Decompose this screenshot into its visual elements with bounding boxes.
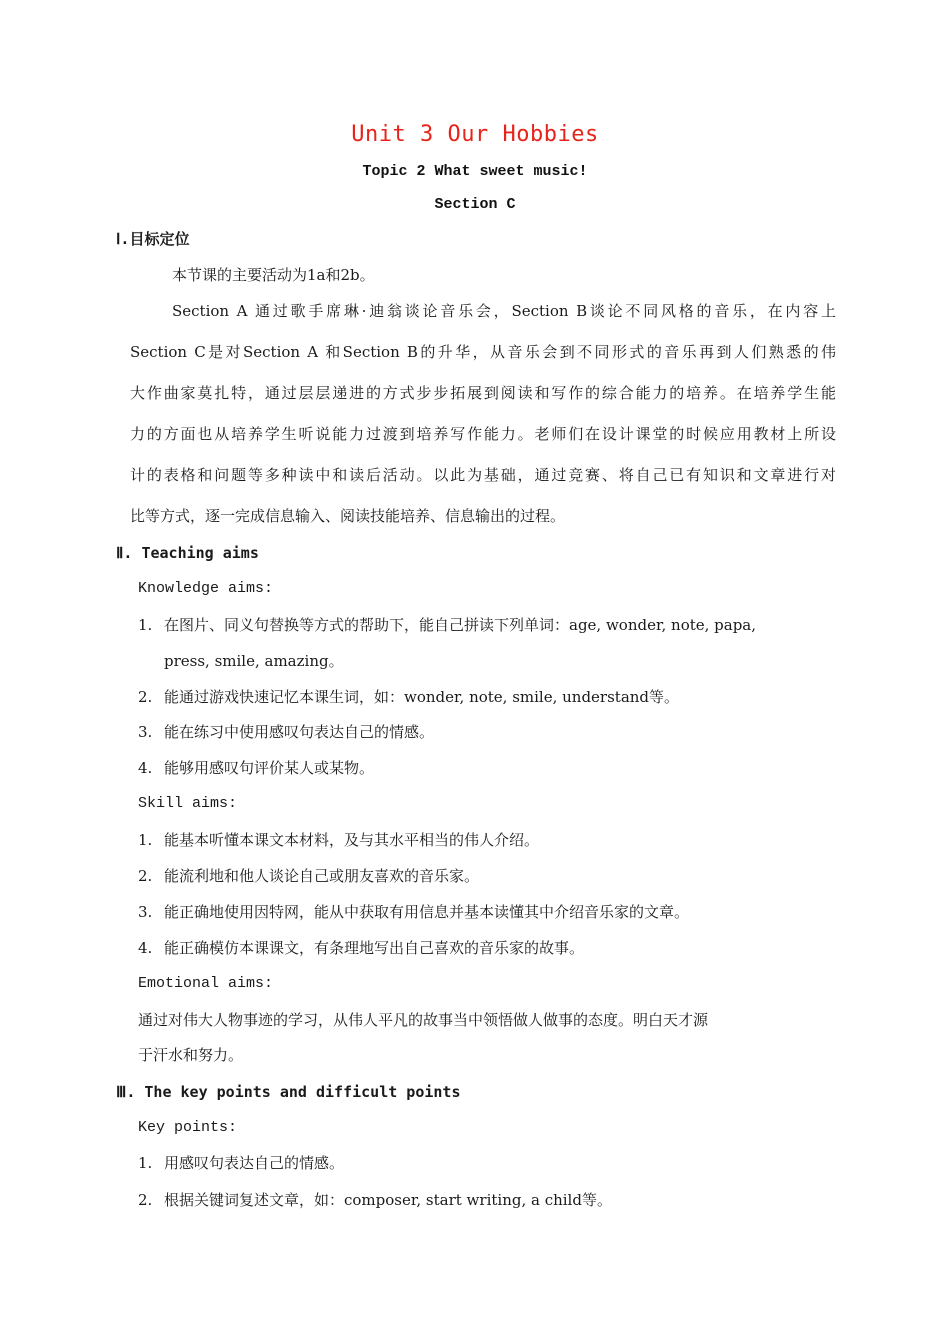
- heading-key-points: Ⅲ. The key points and difficult points: [116, 1083, 461, 1101]
- item-number: 3.: [138, 723, 153, 741]
- knowledge-item-1: [138, 615, 756, 635]
- paragraph-line-5: 计的表格和问题等多种读中和读后活动。以此为基础，通过竞赛、将自己已有知识和文章进行对: [130, 466, 836, 484]
- item-number: 1.: [138, 1154, 153, 1172]
- item-number: 1.: [138, 616, 153, 634]
- item-number: 2.: [138, 867, 153, 885]
- key-item-2: [138, 1190, 612, 1210]
- item-number: 4.: [138, 939, 153, 957]
- paragraph-line-3: 大作曲家莫扎特，通过层层递进的方式步步拓展到阅读和写作的综合能力的培养。在培养学生能: [130, 384, 836, 402]
- item-text: 能正确模仿本课课文，有条理地写出自己喜欢的音乐家的故事。: [164, 939, 585, 957]
- item-text: 能基本听懂本课文本材料，及与其水平相当的伟人介绍。: [164, 831, 540, 849]
- section-subtitle: Section C: [434, 196, 516, 213]
- paragraph-line-6: 比等方式，逐一完成信息输入、阅读技能培养、信息输出的过程。: [130, 507, 566, 525]
- topic-subtitle: Topic 2 What sweet music!: [362, 163, 588, 180]
- item-text: 根据关键词复述文章，如：composer, start writing, a child等。: [164, 1191, 612, 1209]
- intro-line: 本节课的主要活动为1a和2b。: [172, 266, 375, 284]
- document-title: Unit 3 Our Hobbies: [351, 122, 599, 147]
- item-number: 3.: [138, 903, 153, 921]
- skill-item-2: [138, 866, 479, 886]
- skill-item-1: [138, 830, 539, 850]
- key-item-1: [138, 1153, 344, 1173]
- heading-teaching-aims: Ⅱ. Teaching aims: [116, 544, 259, 562]
- paragraph-line-4: 力的方面也从培养学生听说能力过渡到培养写作能力。老师们在设计课堂的时候应用教材上所设: [130, 425, 836, 443]
- paragraph-line-1: Section A 通过歌手席琳·迪翁谈论音乐会，Section B谈论不同风格的音乐，在内容上: [172, 302, 836, 320]
- item-text: 能正确地使用因特网，能从中获取有用信息并基本读懂其中介绍音乐家的文章。: [164, 903, 690, 921]
- knowledge-item-3: [138, 722, 434, 742]
- knowledge-item-2: [138, 687, 679, 707]
- knowledge-aims-label: Knowledge aims:: [138, 580, 274, 597]
- item-text: 能在练习中使用感叹句表达自己的情感。: [164, 723, 435, 741]
- item-number: 1.: [138, 831, 153, 849]
- emotional-line-2: 于汗水和努力。: [138, 1046, 244, 1064]
- skill-item-4: [138, 938, 584, 958]
- paragraph-line-2: Section C是对Section A 和Section B的升华，从音乐会到不同形式的音乐再到人们熟悉的伟: [130, 343, 836, 361]
- item-text: 能通过游戏快速记忆本课生词，如：wonder, note, smile, understand等。: [164, 688, 680, 706]
- knowledge-item-1-continued: press, smile, amazing。: [164, 652, 344, 670]
- emotional-aims-label: Emotional aims:: [138, 975, 274, 992]
- item-text: 能流利地和他人谈论自己或朋友喜欢的音乐家。: [164, 867, 480, 885]
- knowledge-item-4: [138, 758, 374, 778]
- skill-item-3: [138, 902, 689, 922]
- emotional-line-1: 通过对伟大人物事迹的学习，从伟人平凡的故事当中领悟做人做事的态度。明白天才源: [138, 1011, 709, 1029]
- key-points-label: Key points:: [138, 1119, 238, 1136]
- item-number: 4.: [138, 759, 153, 777]
- heading-objectives: Ⅰ.目标定位: [116, 230, 190, 248]
- item-text: 在图片、同义句替换等方式的帮助下，能自己拼读下列单词：age, wonder, note, papa,: [164, 616, 757, 634]
- item-number: 2.: [138, 1191, 153, 1209]
- item-text: 能够用感叹句评价某人或某物。: [164, 759, 375, 777]
- item-text: 用感叹句表达自己的情感。: [164, 1154, 345, 1172]
- skill-aims-label: Skill aims:: [138, 795, 238, 812]
- item-number: 2.: [138, 688, 153, 706]
